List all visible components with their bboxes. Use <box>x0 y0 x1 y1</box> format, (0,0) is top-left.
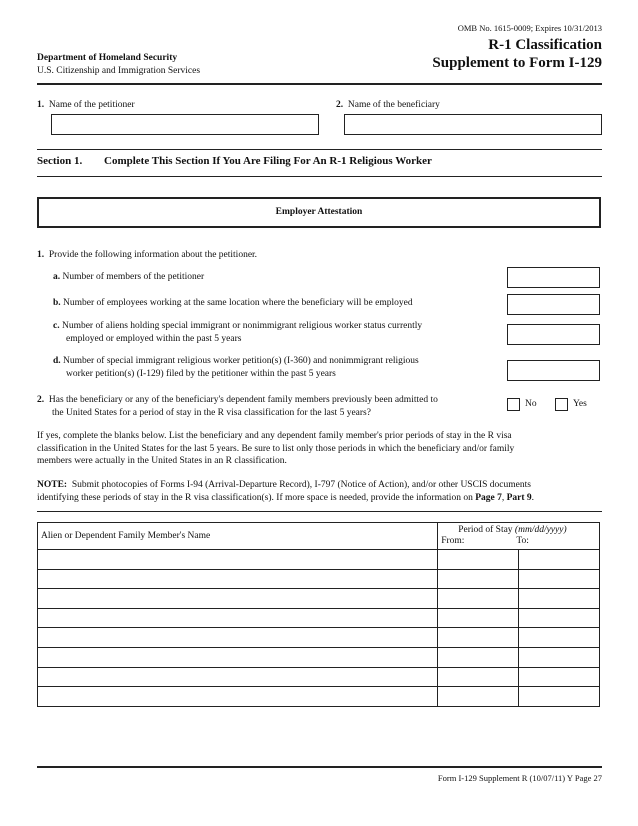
period-of-stay-table <box>37 522 600 707</box>
footer-rule <box>37 766 602 768</box>
to-cell[interactable] <box>519 687 600 707</box>
question-2: 2. Has the beneficiary or any of the beneficiary's dependent family members previously been admitted to the United States for a period of stay in the R visa classification for the last 5 years? <box>37 395 438 418</box>
omb-number: OMB No. 1615-0009; Expires 10/31/2013 <box>457 23 602 33</box>
to-cell[interactable] <box>519 628 600 648</box>
table-row <box>38 550 600 570</box>
note-paragraph: NOTE: Submit photocopies of Forms I-94 (Arrival-Departure Record), I-797 (Notice of Action), and/or other USCIS documents identifying these periods of stay in the R visa classification(s). If more space is needed, provide the information on Page 7, Part 9. <box>37 480 535 503</box>
name-cell[interactable] <box>38 569 438 589</box>
to-cell[interactable] <box>519 569 600 589</box>
part-reference: Part 9 <box>506 492 532 503</box>
header-divider <box>37 83 602 85</box>
agency-name: Department of Homeland Security <box>37 53 178 63</box>
section-number: Section 1. <box>37 155 83 167</box>
table-row <box>38 589 600 609</box>
if-yes-instructions: If yes, complete the blanks below. List the beneficiary and any dependent family member's prior periods of stay in the R visa classification in the United States for the last 5 years. Be sure to list only those periods in which the beneficiary and/or family members were actually in the United States in an R classification. <box>37 431 515 466</box>
from-cell[interactable] <box>438 647 519 667</box>
table-row <box>38 687 600 707</box>
to-cell[interactable] <box>519 667 600 687</box>
form-title: R-1 Classification <box>488 37 602 53</box>
note-divider <box>37 511 602 512</box>
to-cell[interactable] <box>519 550 600 570</box>
to-cell[interactable] <box>519 589 600 609</box>
beneficiary-name-label: 2. Name of the beneficiary <box>336 100 440 110</box>
section-bottom-rule <box>37 176 602 177</box>
to-cell[interactable] <box>519 647 600 667</box>
name-cell[interactable] <box>38 589 438 609</box>
question-1: 1. Provide the following information about the petitioner. <box>37 250 258 260</box>
beneficiary-name-field[interactable] <box>344 114 602 135</box>
table-row <box>38 647 600 667</box>
members-count-field[interactable] <box>507 267 600 288</box>
from-cell[interactable] <box>438 569 519 589</box>
table-row <box>38 608 600 628</box>
subagency-name: U.S. Citizenship and Immigration Services <box>37 66 201 76</box>
name-cell[interactable] <box>38 608 438 628</box>
name-cell[interactable] <box>38 667 438 687</box>
note-label: NOTE: <box>37 480 68 490</box>
to-header: To: <box>516 536 529 546</box>
from-cell[interactable] <box>438 687 519 707</box>
no-label: No <box>525 399 537 409</box>
name-cell[interactable] <box>38 687 438 707</box>
yes-label: Yes <box>573 399 587 409</box>
to-cell[interactable] <box>519 608 600 628</box>
section-title: Complete This Section If You Are Filing For An R-1 Religious Worker <box>104 155 432 167</box>
question-1b: b. Number of employees working at the same location where the beneficiary will be employed <box>53 298 413 308</box>
section-top-rule <box>37 149 602 150</box>
from-cell[interactable] <box>438 628 519 648</box>
no-checkbox[interactable] <box>507 398 520 411</box>
from-cell[interactable] <box>438 550 519 570</box>
name-cell[interactable] <box>38 647 438 667</box>
employees-count-field[interactable] <box>507 294 600 315</box>
question-1a: a. Number of members of the petitioner <box>53 272 205 282</box>
period-column-header: Period of Stay (mm/dd/yyyy) From: To: <box>438 523 600 550</box>
from-cell[interactable] <box>438 608 519 628</box>
from-header: From: <box>441 536 465 546</box>
footer-text: Form I-129 Supplement R (10/07/11) Y Page 27 <box>437 773 602 783</box>
table-row <box>38 628 600 648</box>
from-cell[interactable] <box>438 589 519 609</box>
table-row <box>38 667 600 687</box>
name-column-header: Alien or Dependent Family Member's Name <box>38 523 438 550</box>
petitioner-name-field[interactable] <box>51 114 319 135</box>
attestation-title: Employer Attestation <box>275 207 363 217</box>
table-row <box>38 569 600 589</box>
attestation-banner <box>37 197 601 228</box>
form-subtitle: Supplement to Form I-129 <box>432 55 602 71</box>
name-cell[interactable] <box>38 628 438 648</box>
name-cell[interactable] <box>38 550 438 570</box>
religious-workers-count-field[interactable] <box>507 324 600 345</box>
from-cell[interactable] <box>438 667 519 687</box>
page-reference: Page 7 <box>475 492 502 503</box>
petitioner-name-label: 1. Name of the petitioner <box>37 100 135 110</box>
question-1d: d. Number of special immigrant religious worker petition(s) (I-360) and nonimmigrant religious worker petition(s) (I-129) filed by the petitioner within the past 5 years <box>53 356 419 379</box>
petitions-count-field[interactable] <box>507 360 600 381</box>
question-1c: c. Number of aliens holding special immigrant or nonimmigrant religious worker status currently employed or employed within the past 5 years <box>53 321 423 344</box>
yes-checkbox[interactable] <box>555 398 568 411</box>
